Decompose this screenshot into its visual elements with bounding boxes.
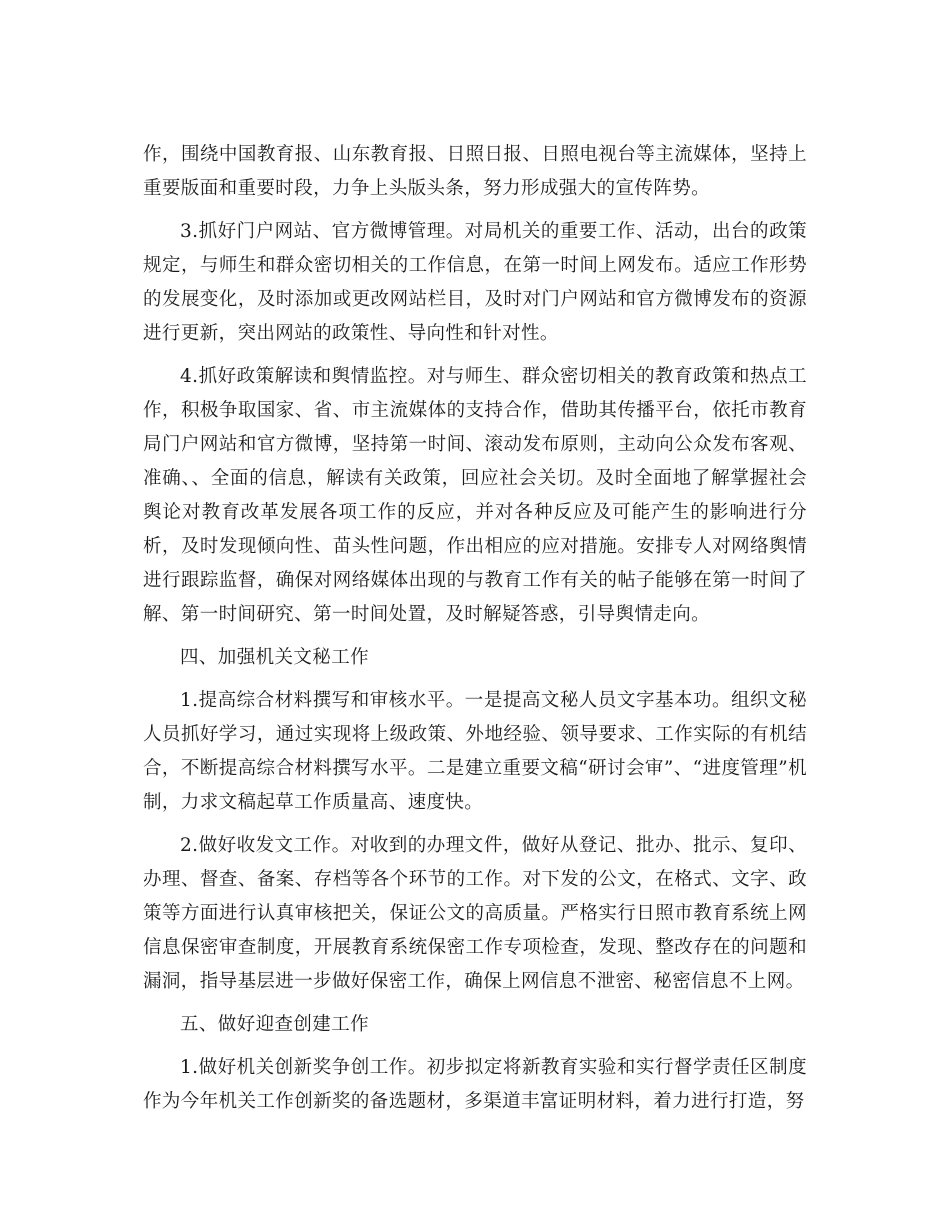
paragraph-website-weibo: 3.抓好门户网站、官方微博管理。对局机关的重要工作、活动，出台的政策规定，与师生和群众密切相关的工作信息，在第一时间上网发布。适应工作形势的发展变化，及时添加或更改网站栏目，及时对门户网站和官方微博发布的资源进行更新，突出网站的政策性、导向性和针对性。 [143,221,807,344]
section-heading-inspection: 五、做好迎查创建工作 [180,1014,370,1035]
section-heading-secretarial: 四、加强机关文秘工作 [180,647,370,668]
paragraph-innovation-award: 1.做好机关创新奖争创工作。初步拟定将新教育实验和实行督学责任区制度作为今年机关工作创新奖的备选题材，多渠道丰富证明材料，着力进行打造，努 [143,1057,807,1112]
paragraph-media-continuation: 作，围绕中国教育报、山东教育报、日照日报、日照电视台等主流媒体，坚持上重要版面和重要时段，力争上头版头条，努力形成强大的宣传阵势。 [143,144,807,199]
paragraph-policy-opinion: 4.抓好政策解读和舆情监控。对与师生、群众密切相关的教育政策和热点工作，积极争取国家、省、市主流媒体的支持合作，借助其传播平台，依托市教育局门户网站和官方微博，坚持第一时间、滚动发布原则，主动向公众发布客观、准确、、全面的信息，解读有关政策，回应社会关切。及时全面地了解掌握社会舆论对教育改革发展各项工作的反应，并对各种反应及可能产生的影响进行分析，及时发现倾向性、苗头性问题，作出相应的应对措施。安排专人对网络舆情进行跟踪监督，确保对网络媒体出现的与教育工作有关的帖子能够在第一时间了解、第一时间研究、第一时间处置，及时解疑答惑，引导舆情走向。 [143,366,807,625]
paragraph-writing-review: 1.提高综合材料撰写和审核水平。一是提高文秘人员文字基本功。组织文秘人员抓好学习，通过实现将上级政策、外地经验、领导要求、工作实际的有机结合，不断提高综合材料撰写水平。二是建立重要文稿“研讨会审”、“进度管理”机制，力求文稿起草工作质量高、速度快。 [143,690,807,813]
document-page [143,138,807,1128]
paragraph-document-handling: 2.做好收发文工作。对收到的办理文件，做好从登记、批办、批示、复印、办理、督查、备案、存档等各个环节的工作。对下发的公文，在格式、文字、政策等方面进行认真审核把关，保证公文的高质量。严格实行日照市教育系统上网信息保密审查制度，开展教育系统保密工作专项检查，发现、整改存在的问题和漏洞，指导基层进一步做好保密工作，确保上网信息不泄密、秘密信息不上网。 [143,835,807,992]
